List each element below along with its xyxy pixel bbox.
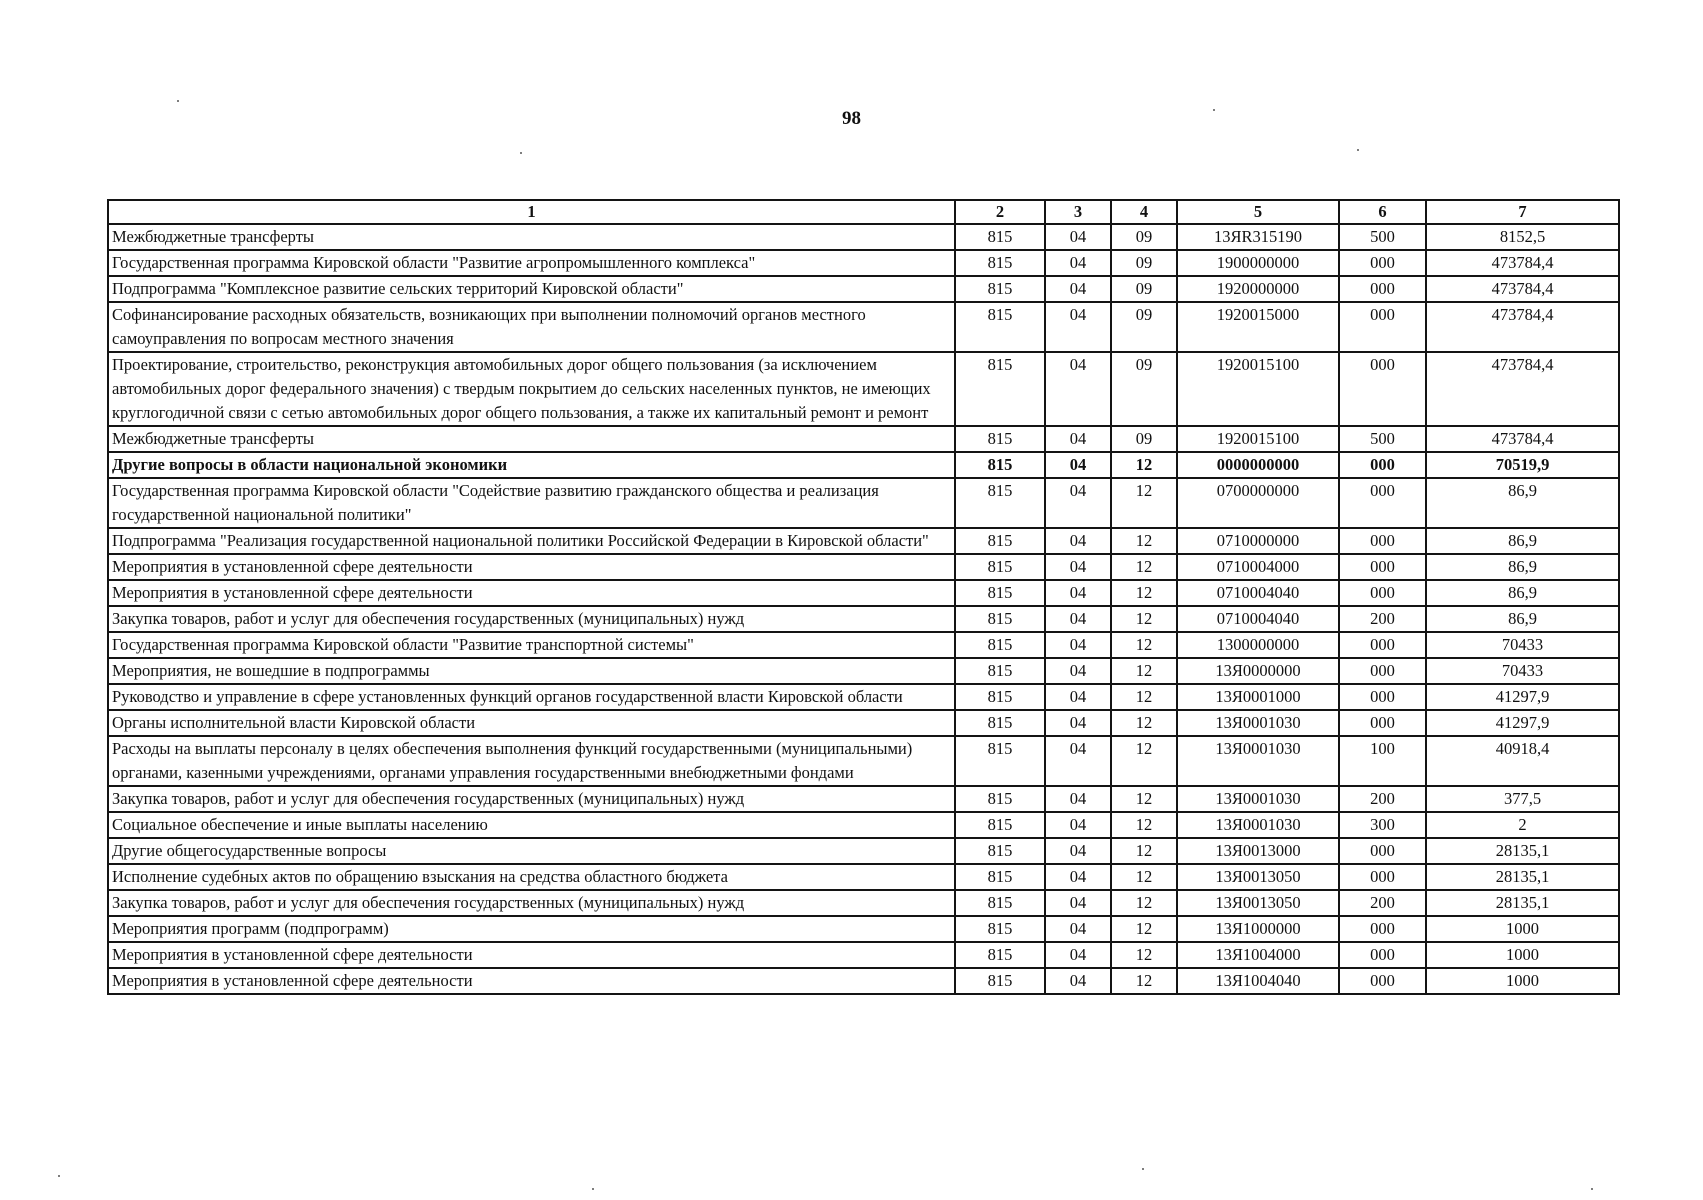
row-col-3-cell: 04: [1045, 838, 1111, 864]
table-row: [108, 276, 1619, 302]
row-col-4-cell: 12: [1111, 786, 1177, 812]
header-row: [108, 200, 1619, 224]
row-col-4-cell: 12: [1111, 890, 1177, 916]
table-row: [108, 528, 1619, 554]
row-col-7-cell: 28135,1: [1426, 838, 1619, 864]
table-row: [108, 838, 1619, 864]
row-col-4-cell: 12: [1111, 838, 1177, 864]
row-col-7-cell: 1000: [1426, 942, 1619, 968]
table-row: [108, 452, 1619, 478]
table-row: [108, 942, 1619, 968]
row-col-6-cell: 000: [1339, 942, 1426, 968]
row-col-3-cell: 04: [1045, 736, 1111, 786]
table-row: [108, 580, 1619, 606]
header-cell-5: 5: [1177, 200, 1339, 224]
row-name-cell: Мероприятия в установленной сфере деятельности: [108, 942, 955, 968]
row-col-6-cell: 500: [1339, 426, 1426, 452]
table-row: [108, 426, 1619, 452]
row-name-cell: Государственная программа Кировской области "Развитие транспортной системы": [108, 632, 955, 658]
row-col-5-cell: 0710004040: [1177, 606, 1339, 632]
row-col-4-cell: 12: [1111, 632, 1177, 658]
row-col-2-cell: 815: [955, 276, 1045, 302]
row-col-6-cell: 000: [1339, 352, 1426, 426]
row-name-cell: Мероприятия, не вошедшие в подпрограммы: [108, 658, 955, 684]
row-col-4-cell: 09: [1111, 302, 1177, 352]
row-col-3-cell: 04: [1045, 276, 1111, 302]
scan-speck: [177, 100, 179, 102]
row-col-4-cell: 12: [1111, 916, 1177, 942]
row-col-4-cell: 12: [1111, 606, 1177, 632]
row-col-7-cell: 70519,9: [1426, 452, 1619, 478]
row-name-cell: Мероприятия в установленной сфере деятельности: [108, 554, 955, 580]
row-col-4-cell: 12: [1111, 658, 1177, 684]
row-col-2-cell: 815: [955, 606, 1045, 632]
row-col-5-cell: 13Я0001000: [1177, 684, 1339, 710]
row-col-4-cell: 12: [1111, 478, 1177, 528]
table-row: [108, 302, 1619, 352]
page-number: 98: [842, 108, 861, 129]
row-name-cell: Государственная программа Кировской области "Развитие агропромышленного комплекса": [108, 250, 955, 276]
row-name-cell: Мероприятия программ (подпрограмм): [108, 916, 955, 942]
row-col-7-cell: 86,9: [1426, 606, 1619, 632]
table-header: [108, 200, 1619, 224]
row-col-6-cell: 200: [1339, 890, 1426, 916]
row-col-2-cell: 815: [955, 968, 1045, 994]
row-col-4-cell: 12: [1111, 942, 1177, 968]
row-col-5-cell: 13ЯR315190: [1177, 224, 1339, 250]
row-col-2-cell: 815: [955, 736, 1045, 786]
row-col-4-cell: 12: [1111, 736, 1177, 786]
row-name-cell: Софинансирование расходных обязательств, возникающих при выполнении полномочий органов местного самоуправления по вопросам местного значения: [108, 302, 955, 352]
row-col-4-cell: 09: [1111, 250, 1177, 276]
row-col-2-cell: 815: [955, 890, 1045, 916]
row-col-3-cell: 04: [1045, 302, 1111, 352]
row-col-5-cell: 13Я0000000: [1177, 658, 1339, 684]
row-col-3-cell: 04: [1045, 710, 1111, 736]
row-col-2-cell: 815: [955, 224, 1045, 250]
header-cell-6: 6: [1339, 200, 1426, 224]
row-col-7-cell: 473784,4: [1426, 250, 1619, 276]
table-body: [108, 224, 1619, 994]
row-col-6-cell: 000: [1339, 452, 1426, 478]
row-name-cell: Мероприятия в установленной сфере деятельности: [108, 580, 955, 606]
row-col-5-cell: 1300000000: [1177, 632, 1339, 658]
scan-speck: [592, 1188, 594, 1190]
row-col-6-cell: 000: [1339, 554, 1426, 580]
row-col-6-cell: 000: [1339, 276, 1426, 302]
row-col-6-cell: 000: [1339, 302, 1426, 352]
row-col-4-cell: 12: [1111, 710, 1177, 736]
row-col-2-cell: 815: [955, 250, 1045, 276]
table-row: [108, 736, 1619, 786]
row-col-7-cell: 86,9: [1426, 554, 1619, 580]
row-col-5-cell: 13Я0013050: [1177, 864, 1339, 890]
row-col-5-cell: 0710004000: [1177, 554, 1339, 580]
row-col-3-cell: 04: [1045, 916, 1111, 942]
table-row: [108, 224, 1619, 250]
table-row: [108, 352, 1619, 426]
table-row: [108, 864, 1619, 890]
row-col-7-cell: 86,9: [1426, 580, 1619, 606]
row-name-cell: Проектирование, строительство, реконструкция автомобильных дорог общего пользования (за исключением автомобильных дорог федерального значения) с твердым покрытием до сельских населенных пунктов, не имеющих круглогодичной связи с сетью автомобильных дорог общего пользования, а также их капитальный ремонт и ремонт: [108, 352, 955, 426]
row-col-3-cell: 04: [1045, 812, 1111, 838]
row-name-cell: Межбюджетные трансферты: [108, 224, 955, 250]
row-col-2-cell: 815: [955, 942, 1045, 968]
row-col-5-cell: 13Я1000000: [1177, 916, 1339, 942]
row-col-3-cell: 04: [1045, 684, 1111, 710]
row-col-2-cell: 815: [955, 812, 1045, 838]
row-name-cell: Другие общегосударственные вопросы: [108, 838, 955, 864]
row-name-cell: Руководство и управление в сфере установленных функций органов государственной власти Кировской области: [108, 684, 955, 710]
row-col-3-cell: 04: [1045, 478, 1111, 528]
table-row: [108, 968, 1619, 994]
row-col-5-cell: 13Я0001030: [1177, 736, 1339, 786]
row-col-7-cell: 2: [1426, 812, 1619, 838]
row-col-7-cell: 473784,4: [1426, 302, 1619, 352]
row-col-7-cell: 41297,9: [1426, 684, 1619, 710]
row-col-3-cell: 04: [1045, 658, 1111, 684]
row-col-2-cell: 815: [955, 838, 1045, 864]
row-col-3-cell: 04: [1045, 352, 1111, 426]
row-col-6-cell: 200: [1339, 786, 1426, 812]
row-col-5-cell: 1920000000: [1177, 276, 1339, 302]
row-col-2-cell: 815: [955, 554, 1045, 580]
row-col-4-cell: 12: [1111, 554, 1177, 580]
table-row: [108, 606, 1619, 632]
row-col-6-cell: 000: [1339, 838, 1426, 864]
row-col-2-cell: 815: [955, 786, 1045, 812]
row-col-2-cell: 815: [955, 580, 1045, 606]
scan-speck: [1142, 1168, 1144, 1170]
row-col-2-cell: 815: [955, 684, 1045, 710]
row-col-3-cell: 04: [1045, 890, 1111, 916]
row-col-2-cell: 815: [955, 426, 1045, 452]
row-col-6-cell: 100: [1339, 736, 1426, 786]
row-col-3-cell: 04: [1045, 250, 1111, 276]
row-col-2-cell: 815: [955, 478, 1045, 528]
row-col-2-cell: 815: [955, 916, 1045, 942]
row-col-5-cell: 13Я0001030: [1177, 786, 1339, 812]
row-col-6-cell: 000: [1339, 864, 1426, 890]
row-col-2-cell: 815: [955, 632, 1045, 658]
row-name-cell: Подпрограмма "Комплексное развитие сельских территорий Кировской области": [108, 276, 955, 302]
row-name-cell: Расходы на выплаты персоналу в целях обеспечения выполнения функций государственными (муниципальными) органами, казенными учреждениями, органами управления государственными внебюджетными фондами: [108, 736, 955, 786]
row-col-6-cell: 000: [1339, 632, 1426, 658]
row-col-7-cell: 1000: [1426, 968, 1619, 994]
table-row: [108, 710, 1619, 736]
row-name-cell: Государственная программа Кировской области "Содействие развитию гражданского общества и реализация государственной национальной политики": [108, 478, 955, 528]
row-col-7-cell: 40918,4: [1426, 736, 1619, 786]
row-col-3-cell: 04: [1045, 580, 1111, 606]
header-cell-7: 7: [1426, 200, 1619, 224]
row-col-2-cell: 815: [955, 452, 1045, 478]
table-row: [108, 658, 1619, 684]
row-col-5-cell: 13Я0001030: [1177, 812, 1339, 838]
row-col-6-cell: 500: [1339, 224, 1426, 250]
row-col-5-cell: 13Я0013050: [1177, 890, 1339, 916]
row-col-2-cell: 815: [955, 352, 1045, 426]
row-col-4-cell: 12: [1111, 968, 1177, 994]
row-col-3-cell: 04: [1045, 606, 1111, 632]
row-col-5-cell: 13Я0013000: [1177, 838, 1339, 864]
row-col-3-cell: 04: [1045, 554, 1111, 580]
row-col-5-cell: 1920015000: [1177, 302, 1339, 352]
row-col-5-cell: 0700000000: [1177, 478, 1339, 528]
row-col-6-cell: 000: [1339, 658, 1426, 684]
table-row: [108, 786, 1619, 812]
row-col-2-cell: 815: [955, 658, 1045, 684]
row-col-7-cell: 70433: [1426, 632, 1619, 658]
row-col-4-cell: 09: [1111, 426, 1177, 452]
row-col-7-cell: 86,9: [1426, 478, 1619, 528]
row-col-5-cell: 1920015100: [1177, 352, 1339, 426]
row-col-2-cell: 815: [955, 864, 1045, 890]
row-col-4-cell: 12: [1111, 528, 1177, 554]
row-col-5-cell: 0000000000: [1177, 452, 1339, 478]
scan-speck: [1357, 149, 1359, 151]
row-name-cell: Мероприятия в установленной сфере деятельности: [108, 968, 955, 994]
table-row: [108, 916, 1619, 942]
row-name-cell: Закупка товаров, работ и услуг для обеспечения государственных (муниципальных) нужд: [108, 786, 955, 812]
row-col-7-cell: 41297,9: [1426, 710, 1619, 736]
row-col-3-cell: 04: [1045, 632, 1111, 658]
row-col-3-cell: 04: [1045, 968, 1111, 994]
table-row: [108, 890, 1619, 916]
scan-speck: [520, 152, 522, 154]
header-cell-2: 2: [955, 200, 1045, 224]
row-col-3-cell: 04: [1045, 426, 1111, 452]
row-col-7-cell: 28135,1: [1426, 864, 1619, 890]
row-col-4-cell: 09: [1111, 352, 1177, 426]
row-name-cell: Другие вопросы в области национальной экономики: [108, 452, 955, 478]
row-col-7-cell: 86,9: [1426, 528, 1619, 554]
row-name-cell: Межбюджетные трансферты: [108, 426, 955, 452]
table-row: [108, 632, 1619, 658]
row-name-cell: Органы исполнительной власти Кировской области: [108, 710, 955, 736]
row-col-7-cell: 28135,1: [1426, 890, 1619, 916]
table-row: [108, 554, 1619, 580]
row-name-cell: Подпрограмма "Реализация государственной национальной политики Российской Федерации в Кировской области": [108, 528, 955, 554]
row-col-7-cell: 1000: [1426, 916, 1619, 942]
row-col-6-cell: 000: [1339, 916, 1426, 942]
row-name-cell: Исполнение судебных актов по обращению взыскания на средства областного бюджета: [108, 864, 955, 890]
header-cell-3: 3: [1045, 200, 1111, 224]
row-col-6-cell: 000: [1339, 528, 1426, 554]
row-col-5-cell: 13Я1004000: [1177, 942, 1339, 968]
row-col-4-cell: 12: [1111, 580, 1177, 606]
row-col-7-cell: 70433: [1426, 658, 1619, 684]
row-col-5-cell: 0710004040: [1177, 580, 1339, 606]
row-col-6-cell: 000: [1339, 250, 1426, 276]
row-name-cell: Закупка товаров, работ и услуг для обеспечения государственных (муниципальных) нужд: [108, 606, 955, 632]
row-col-4-cell: 09: [1111, 224, 1177, 250]
row-col-7-cell: 473784,4: [1426, 352, 1619, 426]
row-col-2-cell: 815: [955, 710, 1045, 736]
table-row: [108, 250, 1619, 276]
row-col-7-cell: 377,5: [1426, 786, 1619, 812]
row-col-6-cell: 300: [1339, 812, 1426, 838]
row-col-2-cell: 815: [955, 302, 1045, 352]
row-col-6-cell: 000: [1339, 580, 1426, 606]
row-name-cell: Социальное обеспечение и иные выплаты населению: [108, 812, 955, 838]
row-col-7-cell: 8152,5: [1426, 224, 1619, 250]
row-name-cell: Закупка товаров, работ и услуг для обеспечения государственных (муниципальных) нужд: [108, 890, 955, 916]
row-col-4-cell: 09: [1111, 276, 1177, 302]
row-col-7-cell: 473784,4: [1426, 426, 1619, 452]
row-col-4-cell: 12: [1111, 812, 1177, 838]
row-col-5-cell: 13Я1004040: [1177, 968, 1339, 994]
row-col-3-cell: 04: [1045, 864, 1111, 890]
row-col-3-cell: 04: [1045, 452, 1111, 478]
row-col-2-cell: 815: [955, 528, 1045, 554]
table-row: [108, 812, 1619, 838]
row-col-6-cell: 000: [1339, 684, 1426, 710]
row-col-6-cell: 000: [1339, 478, 1426, 528]
header-cell-1: 1: [108, 200, 955, 224]
row-col-4-cell: 12: [1111, 684, 1177, 710]
scan-speck: [1213, 109, 1215, 111]
row-col-5-cell: 0710000000: [1177, 528, 1339, 554]
row-col-4-cell: 12: [1111, 864, 1177, 890]
table-row: [108, 478, 1619, 528]
row-col-3-cell: 04: [1045, 942, 1111, 968]
header-cell-4: 4: [1111, 200, 1177, 224]
budget-table: [107, 199, 1620, 995]
row-col-3-cell: 04: [1045, 528, 1111, 554]
row-col-6-cell: 000: [1339, 968, 1426, 994]
row-col-7-cell: 473784,4: [1426, 276, 1619, 302]
row-col-5-cell: 13Я0001030: [1177, 710, 1339, 736]
row-col-4-cell: 12: [1111, 452, 1177, 478]
scan-speck: [58, 1175, 60, 1177]
row-col-3-cell: 04: [1045, 224, 1111, 250]
row-col-6-cell: 200: [1339, 606, 1426, 632]
row-col-3-cell: 04: [1045, 786, 1111, 812]
row-col-6-cell: 000: [1339, 710, 1426, 736]
scan-speck: [1591, 1188, 1593, 1190]
row-col-5-cell: 1900000000: [1177, 250, 1339, 276]
row-col-5-cell: 1920015100: [1177, 426, 1339, 452]
table-row: [108, 684, 1619, 710]
